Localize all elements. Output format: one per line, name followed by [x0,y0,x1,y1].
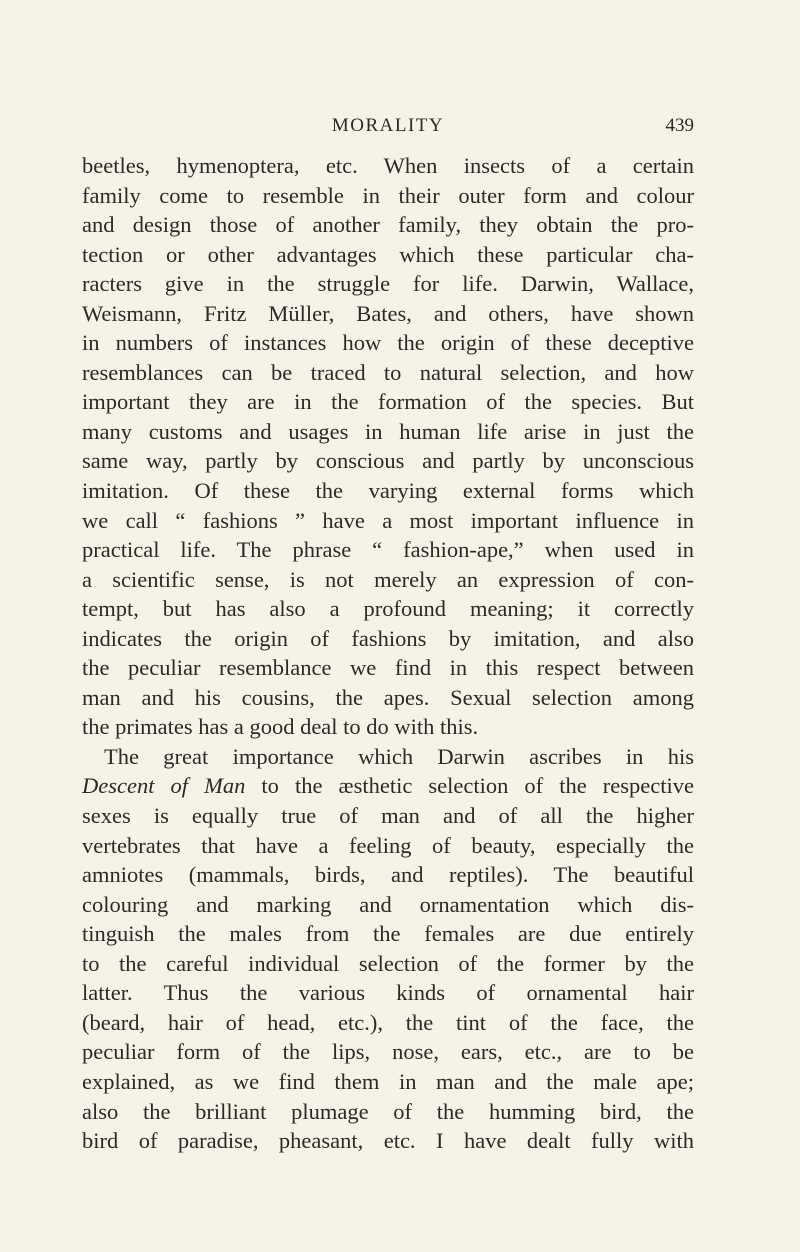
text-line: we call “ fashions ” have a most important influence in [82,507,694,533]
text-line: peculiar form of the lips, nose, ears, etc., are to be [82,1039,694,1065]
text-line: a scientific sense, is not merely an expression of con- [82,566,694,592]
text-line: racters give in the struggle for life. Darwin, Wallace, [82,271,694,297]
running-header-title: MORALITY [331,115,445,136]
text-line: latter. Thus the various kinds of ornamental hair [82,980,694,1006]
text-line: explained, as we find them in man and the male ape; [82,1068,694,1094]
text-line: resemblances can be traced to natural selection, and how [82,359,694,385]
text-line: amniotes (mammals, birds, and reptiles). The beautiful [82,862,694,888]
text-line: the peculiar resemblance we find in this respect between [82,655,694,681]
text-line: important they are in the formation of the species. But [82,389,694,415]
text-line: many customs and usages in human life arise in just the [82,418,694,444]
text-line: Weismann, Fritz Müller, Bates, and others, have shown [82,300,694,326]
text-line: colouring and marking and ornamentation which dis- [82,891,694,917]
text-line: and design those of another family, they obtain the pro- [82,212,694,238]
text-line: The great importance which Darwin ascribes in his [104,743,694,769]
text-line: sexes is equally true of man and of all the higher [82,803,694,829]
body-text [82,151,694,1156]
text-line: family come to resemble in their outer form and colour [82,182,694,208]
text-line: practical life. The phrase “ fashion-ape,” when used in [82,537,694,563]
text-line: indicates the origin of fashions by imitation, and also [82,625,694,651]
text-line: vertebrates that have a feeling of beauty, especially the [82,832,694,858]
text-line: tinguish the males from the females are due entirely [82,921,694,947]
text-line: in numbers of instances how the origin of these deceptive [82,330,694,356]
text-line: to the careful individual selection of the former by the [82,950,694,976]
page-number: 439 [665,115,694,136]
text-line: beetles, hymenoptera, etc. When insects of a certain [82,153,694,178]
text-line-with-title [82,771,694,801]
text-line: the primates has a good deal to do with this. [82,714,479,740]
text-fragment: to the æsthetic selection of the respective [245,773,694,799]
text-line: also the brilliant plumage of the humming bird, the [82,1098,694,1124]
text-line: imitation. Of these the varying external forms which [82,478,694,504]
text-line: same way, partly by conscious and partly by unconscious [82,448,694,474]
text-line: tection or other advantages which these particular cha- [82,241,694,267]
book-title: Descent of Man [82,773,246,799]
running-header [82,114,694,138]
text-line: man and his cousins, the apes. Sexual selection among [82,684,694,710]
text-line: tempt, but has also a profound meaning; it correctly [82,596,694,622]
text-line: bird of paradise, pheasant, etc. I have dealt fully with [82,1128,694,1154]
text-line: (beard, hair of head, etc.), the tint of the face, the [82,1009,694,1035]
